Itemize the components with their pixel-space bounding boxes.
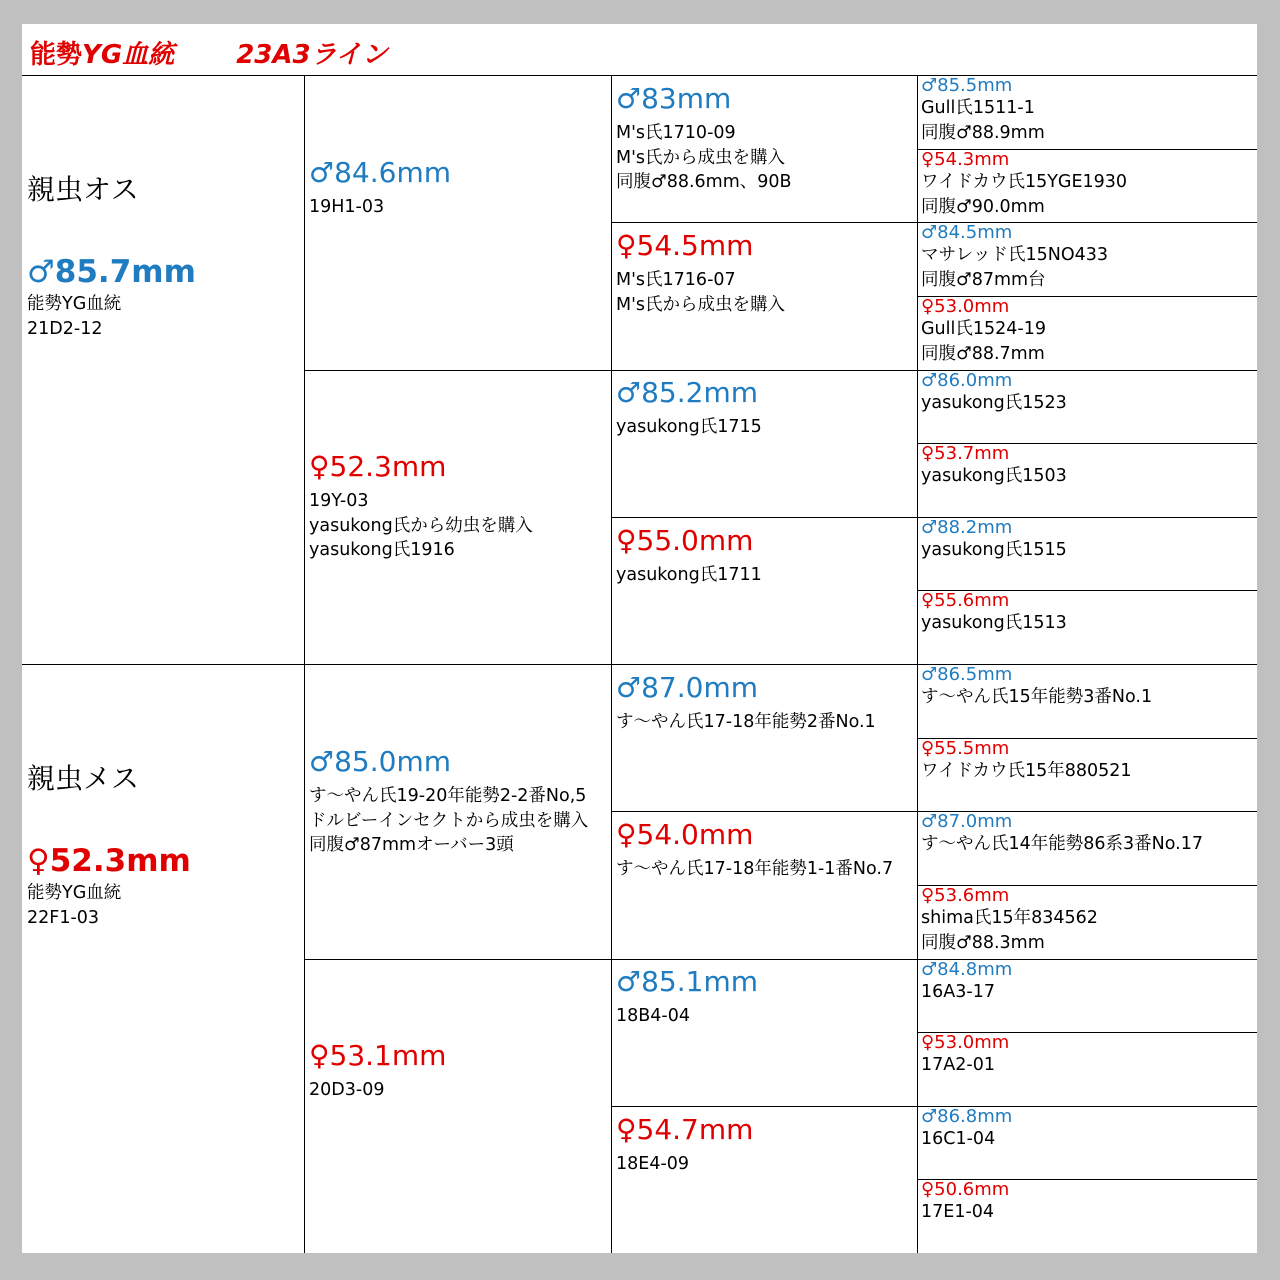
pedigree-sheet (22, 24, 1257, 1253)
great_grandparents-size: ♀54.0mm (616, 818, 754, 851)
gen4-size: ♀54.3mm (921, 150, 1010, 170)
gen4-size: ♀53.7mm (921, 444, 1010, 464)
note-line: yasukong氏1503 (921, 466, 1067, 486)
gen4-size: ♂86.5mm (921, 665, 1013, 685)
grandparents-cell (309, 449, 608, 563)
gen4-notes (921, 391, 1255, 416)
note-line: す～やん氏15年能勢3番No.1 (921, 687, 1153, 707)
parent-cell-dam (27, 761, 299, 930)
note-line: ワイドカウ氏15YGE1930 (921, 172, 1128, 192)
note-line: 16C1-04 (921, 1129, 996, 1149)
page-title (30, 34, 388, 71)
note-line: 19Y-03 (309, 491, 369, 511)
parent-label: 親虫オス (27, 173, 139, 206)
grandparents-notes (309, 489, 608, 563)
note-line: 能勢YG血統 (27, 294, 122, 314)
note-line: Gull氏1524-19 (921, 319, 1046, 339)
note-line: 同腹♂90.0mm (921, 196, 1045, 217)
great_grandparents-size: ♀54.7mm (616, 1113, 754, 1146)
note-line: 17A2-01 (921, 1055, 995, 1075)
gen4-cell (921, 1180, 1255, 1225)
gen4-size: ♂86.8mm (921, 1107, 1013, 1127)
note-line: ドルビーインセクトから成虫を購入 (309, 810, 589, 831)
note-line: yasukong氏1715 (616, 417, 762, 437)
gen4-notes (921, 96, 1255, 145)
gen4-cell (921, 886, 1255, 955)
note-line: 同腹♂88.9mm (921, 122, 1045, 143)
note-line: M's氏から成虫を購入 (616, 294, 786, 315)
grandparents-notes (309, 1078, 608, 1103)
column-divider (611, 75, 612, 1253)
note-line: shima氏15年834562 (921, 908, 1098, 928)
great_grandparents-size: ♂87.0mm (616, 671, 758, 704)
gen4-notes (921, 611, 1255, 636)
gen4-notes (921, 685, 1255, 710)
parent-cell-sire (27, 172, 299, 341)
gen4-size: ♂87.0mm (921, 812, 1013, 832)
note-line: 22F1-03 (27, 907, 100, 928)
gen4-notes (921, 1053, 1255, 1078)
grandparents-notes (309, 784, 608, 858)
great_grandparents-cell (616, 228, 914, 317)
great_grandparents-size: ♀55.0mm (616, 524, 754, 557)
note-line: Gull氏1511-1 (921, 98, 1035, 118)
note-line: yasukong氏から幼虫を購入 (309, 515, 533, 536)
gen4-cell (921, 1033, 1255, 1078)
gen4-notes (921, 759, 1255, 784)
note-line: M's氏1716-07 (616, 270, 736, 290)
gen4-notes (921, 980, 1255, 1005)
note-line: 同腹♂87mmオーバー3頭 (309, 835, 514, 855)
note-line: 能勢YG血統 (27, 883, 122, 903)
note-line: yasukong氏1513 (921, 613, 1067, 633)
note-line: 同腹♂87mm台 (921, 269, 1046, 290)
great_grandparents-notes (616, 1004, 914, 1029)
grandparents-cell (309, 155, 608, 220)
gen4-cell (921, 444, 1255, 489)
note-line: M's氏から成虫を購入 (616, 147, 786, 168)
gen4-cell (921, 739, 1255, 784)
note-line: yasukong氏1523 (921, 393, 1067, 413)
great_grandparents-size: ♂85.1mm (616, 965, 758, 998)
parent-notes (27, 881, 299, 930)
grandparents-size: ♀53.1mm (309, 1039, 447, 1072)
gen4-cell (921, 297, 1255, 366)
great_grandparents-cell (616, 1112, 914, 1177)
grandparents-cell (309, 1038, 608, 1103)
note-line: す～やん氏17-18年能勢1-1番No.7 (616, 859, 894, 879)
grandparents-cell (309, 744, 608, 858)
great_grandparents-notes (616, 1152, 914, 1177)
note-line: M's氏1710-09 (616, 123, 736, 143)
gen4-cell (921, 812, 1255, 857)
note-line: 16A3-17 (921, 982, 995, 1002)
note-line: 17E1-04 (921, 1202, 995, 1222)
title-part2: YG血統 (82, 40, 175, 70)
gen4-size: ♀50.6mm (921, 1180, 1010, 1200)
note-line: 同腹♂88.3mm (921, 932, 1045, 953)
great_grandparents-notes (616, 857, 914, 882)
note-line: 18B4-04 (616, 1006, 690, 1026)
gen4-size: ♂84.8mm (921, 960, 1013, 980)
parent-notes (27, 292, 299, 341)
grandparents-size: ♀52.3mm (309, 450, 447, 483)
great_grandparents-notes (616, 563, 914, 588)
grandparents-size: ♂84.6mm (309, 156, 451, 189)
note-line: す～やん氏19-20年能勢2-2番No,5 (309, 786, 587, 806)
note-line: 21D2-12 (27, 318, 103, 339)
great_grandparents-cell (616, 817, 914, 882)
note-line: 19H1-03 (309, 197, 385, 217)
gen4-notes (921, 317, 1255, 366)
gen4-cell (921, 591, 1255, 636)
parent-label: 親虫メス (27, 762, 140, 795)
gen4-size: ♀55.5mm (921, 739, 1010, 759)
great_grandparents-size: ♂83mm (616, 82, 732, 115)
great_grandparents-notes (616, 415, 914, 440)
gen4-size: ♂88.2mm (921, 518, 1013, 538)
grandparents-notes (309, 195, 608, 220)
note-line: マサレッド氏15NO433 (921, 245, 1109, 265)
column-divider (917, 75, 918, 1253)
title-line: 23A3ライン (236, 40, 388, 70)
note-line: す～やん氏14年能勢86系3番No.17 (921, 834, 1203, 854)
note-line: 同腹♂88.6mm、90B (616, 172, 792, 192)
note-line: ワイドカウ氏15年880521 (921, 761, 1132, 781)
gen4-notes (921, 243, 1255, 292)
gen4-notes (921, 1127, 1255, 1152)
gen4-cell (921, 665, 1255, 710)
gen4-cell (921, 1107, 1255, 1152)
gen4-notes (921, 906, 1255, 955)
note-line: 同腹♂88.7mm (921, 343, 1045, 364)
great_grandparents-cell (616, 523, 914, 588)
great_grandparents-notes (616, 268, 914, 317)
gen4-cell (921, 960, 1255, 1005)
great_grandparents-size: ♀54.5mm (616, 229, 754, 262)
gen4-cell (921, 150, 1255, 219)
gen4-size: ♀53.6mm (921, 886, 1010, 906)
great_grandparents-cell (616, 375, 914, 440)
grandparents-size: ♂85.0mm (309, 745, 451, 778)
note-line: yasukong氏1515 (921, 540, 1067, 560)
great_grandparents-notes (616, 710, 914, 735)
gen4-cell (921, 518, 1255, 563)
note-line: yasukong氏1916 (309, 540, 455, 560)
great_grandparents-cell (616, 670, 914, 735)
column-divider (304, 75, 305, 1253)
gen4-cell (921, 371, 1255, 416)
gen4-notes (921, 170, 1255, 219)
note-line: yasukong氏1711 (616, 565, 762, 585)
gen4-notes (921, 464, 1255, 489)
gen4-notes (921, 832, 1255, 857)
note-line: す～やん氏17-18年能勢2番No.1 (616, 712, 876, 732)
great_grandparents-size: ♂85.2mm (616, 376, 758, 409)
title-part1: 能勢 (30, 40, 83, 70)
gen4-cell (921, 223, 1255, 292)
great_grandparents-cell (616, 81, 914, 195)
parent-size: ♀52.3mm (27, 843, 191, 879)
note-line: 18E4-09 (616, 1154, 690, 1174)
gen4-notes (921, 538, 1255, 563)
parent-size: ♂85.7mm (27, 254, 196, 290)
note-line: 20D3-09 (309, 1080, 385, 1100)
gen4-size: ♀53.0mm (921, 1033, 1010, 1053)
great_grandparents-notes (616, 121, 914, 195)
gen4-size: ♂84.5mm (921, 223, 1013, 243)
gen4-size: ♀55.6mm (921, 591, 1010, 611)
gen4-size: ♂86.0mm (921, 371, 1013, 391)
gen4-notes (921, 1200, 1255, 1225)
gen4-size: ♀53.0mm (921, 297, 1010, 317)
gen4-cell (921, 76, 1255, 145)
gen4-size: ♂85.5mm (921, 76, 1013, 96)
great_grandparents-cell (616, 964, 914, 1029)
